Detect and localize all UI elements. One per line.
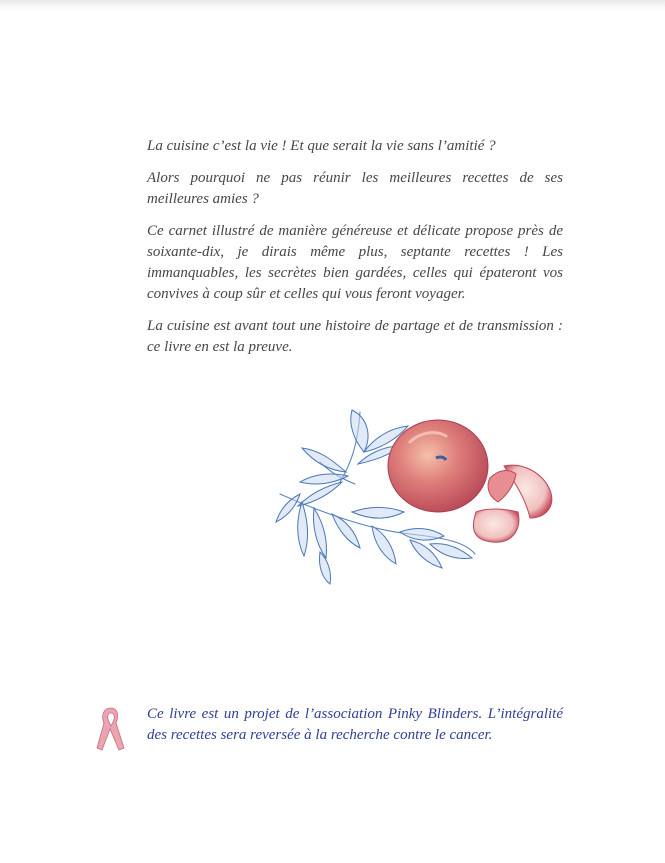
- association-note-text: Ce livre est un projet de l’association Pinky Blinders. L’intégralité des recettes sera reversée à la recherche contre le cancer.: [147, 706, 563, 743]
- page-top-edge: [0, 0, 665, 10]
- intro-paragraph-2: Alors pourquoi ne pas réunir les meilleures recettes de ses meilleures amies ?: [147, 170, 563, 207]
- intro-paragraph-4: La cuisine est avant tout une histoire de partage et de transmission : ce livre en est la preuve.: [147, 318, 563, 355]
- intro-paragraph-3: Ce carnet illustré de manière généreuse et délicate propose près de soixante-dix, je dirais même plus, septante recettes ! Les immanquables, les secrètes bien gardées, celles qui épateront vos convives à coup sûr et celles qui vous feront voyager.: [147, 223, 563, 302]
- association-note: [147, 704, 563, 745]
- pink-ribbon-icon: [88, 704, 134, 754]
- intro-text: [147, 136, 563, 369]
- peach-with-leaves-icon: [260, 402, 565, 587]
- intro-paragraph-1: La cuisine c’est la vie ! Et que serait la vie sans l’amitié ?: [147, 138, 496, 154]
